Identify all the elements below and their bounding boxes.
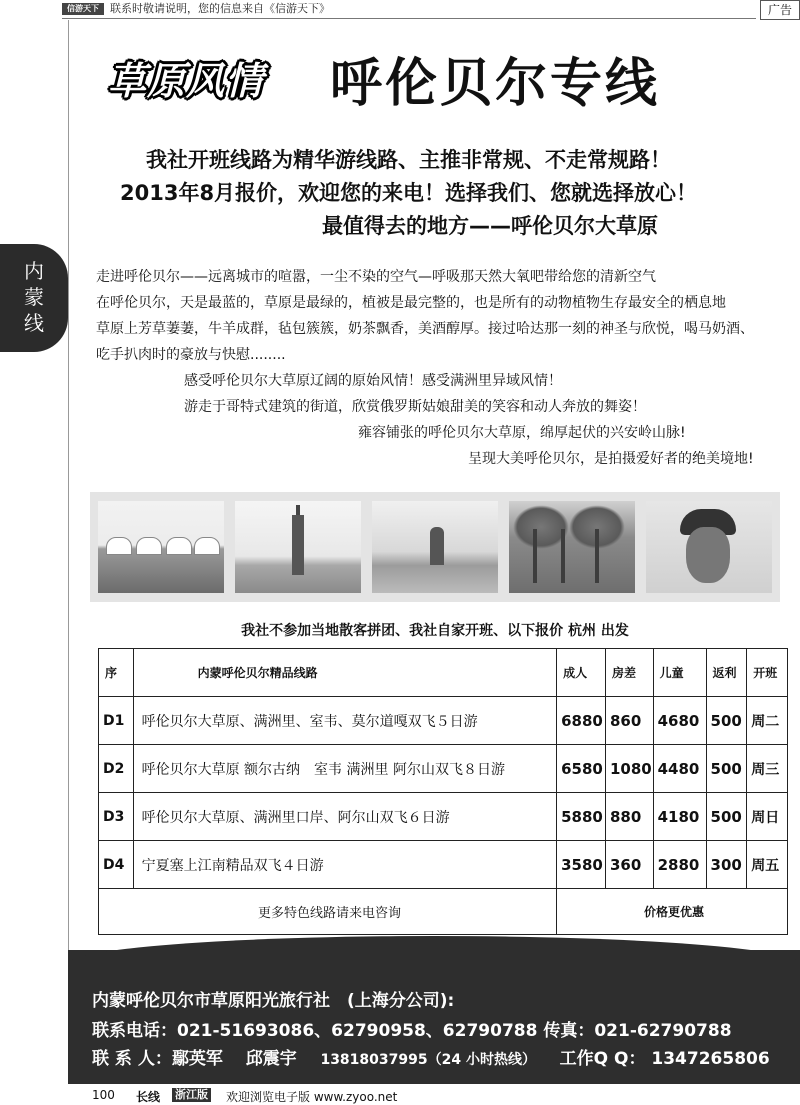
page-number: 100 <box>92 1088 115 1102</box>
col-header: 儿童 <box>653 649 706 697</box>
ad-label: 广告 <box>760 0 800 20</box>
single-supplement: 1080 <box>605 745 653 793</box>
adult-price: 6580 <box>557 745 606 793</box>
brand-logo <box>102 42 274 104</box>
region-tab-char: 内 <box>24 259 44 283</box>
region-tab <box>0 244 68 352</box>
intro-line: 走进呼伦贝尔——远离城市的喧嚣，一尘不染的空气—呼吸那天然大氧吧带给您的清新空气 <box>96 269 656 285</box>
child-price: 4180 <box>653 793 706 841</box>
child-price: 2880 <box>653 841 706 889</box>
page-title: 呼伦贝尔专线 <box>330 54 661 114</box>
table-header-row <box>99 649 788 697</box>
intro-line: 雍容铺张的呼伦贝尔大草原，绵厚起伏的兴安岭山脉! <box>358 425 686 441</box>
table-row <box>99 793 788 841</box>
table-caption: 我社不参加当地散客拼团、我社自家开班、以下报价 杭州 出发 <box>241 623 629 639</box>
rebate: 500 <box>706 697 747 745</box>
photo-pagoda <box>235 501 361 593</box>
route-id: D4 <box>99 841 134 889</box>
route-id: D2 <box>99 745 134 793</box>
brand-text: 草原风情 <box>108 58 265 103</box>
top-strip <box>0 0 800 20</box>
top-divider <box>62 18 756 19</box>
company-name: 内蒙呼伦贝尔市草原阳光旅行社 (上海分公司): <box>92 991 455 1011</box>
route-id: D3 <box>99 793 134 841</box>
hotline: 13818037995（24 小时热线） <box>320 1052 536 1068</box>
section-name: 长线 <box>136 1090 161 1104</box>
rebate: 500 <box>706 745 747 793</box>
route-name: 呼伦贝尔大草原 额尔古纳 室韦 满洲里 阿尔山双飞８日游 <box>133 745 557 793</box>
departure-day: 周五 <box>747 841 788 889</box>
col-header: 开班 <box>747 649 788 697</box>
adult-price: 6880 <box>557 697 606 745</box>
price-table <box>98 648 788 935</box>
intro-line: 草原上芳草萋萋，牛羊成群，毡包簇簇，奶茶飘香，美酒醇厚。接过哈达那一刻的神圣与欣悦，喝马奶酒、 <box>96 321 754 337</box>
departure-day: 周二 <box>747 697 788 745</box>
photo-yurts <box>98 501 224 593</box>
intro-line: 在呼伦贝尔，天是最蓝的，草原是最绿的，植被是最完整的，也是所有的动物植物生存最安全的栖息地 <box>96 295 726 311</box>
table-row <box>99 745 788 793</box>
table-footer-row <box>99 889 788 935</box>
single-supplement: 360 <box>605 841 653 889</box>
route-name: 呼伦贝尔大草原、满洲里口岸、阿尔山双飞６日游 <box>133 793 557 841</box>
single-supplement: 860 <box>605 697 653 745</box>
adult-price: 5880 <box>557 793 606 841</box>
contact-persons <box>92 1044 770 1069</box>
intro-text <box>96 264 786 472</box>
child-price: 4480 <box>653 745 706 793</box>
region-tab-char: 线 <box>24 311 44 335</box>
more-routes-note: 更多特色线路请来电咨询 <box>99 889 557 935</box>
rebate: 500 <box>706 793 747 841</box>
table-row <box>99 841 788 889</box>
col-header: 返利 <box>706 649 747 697</box>
intro-line: 游走于哥特式建筑的街道，欣赏俄罗斯姑娘甜美的笑容和动人奔放的舞姿！ <box>184 399 646 415</box>
intro-line: 感受呼伦贝尔大草原辽阔的原始风情！感受满洲里异域风情！ <box>184 373 562 389</box>
child-price: 4680 <box>653 697 706 745</box>
photo-statue <box>372 501 498 593</box>
single-supplement: 880 <box>605 793 653 841</box>
slogan-line: 2013年8月报价，欢迎您的来电！选择我们、您就选择放心！ <box>120 181 698 205</box>
col-header: 内蒙呼伦贝尔精品线路 <box>133 649 557 697</box>
bottom-strip <box>0 1086 800 1105</box>
website-link[interactable]: 欢迎浏览电子版 www.zyoo.net <box>226 1090 398 1104</box>
source-note: 联系时敬请说明，您的信息来自《信游天下》 <box>110 2 330 15</box>
region-tab-char: 蒙 <box>24 285 44 309</box>
phone-numbers: 联系电话：021-51693086、62790958、62790788 传真：021-62790788 <box>92 1021 732 1041</box>
slogan-line: 最值得去的地方——呼伦贝尔大草原 <box>322 214 658 238</box>
contact-panel <box>68 950 800 1084</box>
photo-mongolian-woman <box>646 501 772 593</box>
rebate: 300 <box>706 841 747 889</box>
intro-line: 吃手扒肉时的豪放与快慰........ <box>96 347 286 363</box>
photo-birch-forest <box>509 501 635 593</box>
col-header: 房差 <box>605 649 653 697</box>
route-id: D1 <box>99 697 134 745</box>
edition-badge: 浙江版 <box>172 1088 211 1102</box>
photo-strip <box>90 492 780 602</box>
route-name: 呼伦贝尔大草原、满洲里、室韦、莫尔道嘎双飞５日游 <box>133 697 557 745</box>
departure-day: 周日 <box>747 793 788 841</box>
slogan-line: 我社开班线路为精华游线路、主推非常规、不走常规路！ <box>146 148 671 172</box>
col-header: 成人 <box>557 649 606 697</box>
contact-label: 联 系 人：鄢英军 邱震宇 <box>92 1049 297 1069</box>
table-row <box>99 697 788 745</box>
route-name: 宁夏塞上江南精品双飞４日游 <box>133 841 557 889</box>
qq-number: 工作Q Q： 1347265806 <box>559 1049 770 1069</box>
magazine-logo: 信游天下 <box>62 3 104 15</box>
departure-day: 周三 <box>747 745 788 793</box>
col-header: 序 <box>99 649 134 697</box>
adult-price: 3580 <box>557 841 606 889</box>
slogans <box>100 144 780 243</box>
intro-line: 呈现大美呼伦贝尔，是拍摄爱好者的绝美境地! <box>468 451 754 467</box>
price-note: 价格更优惠 <box>557 889 788 935</box>
